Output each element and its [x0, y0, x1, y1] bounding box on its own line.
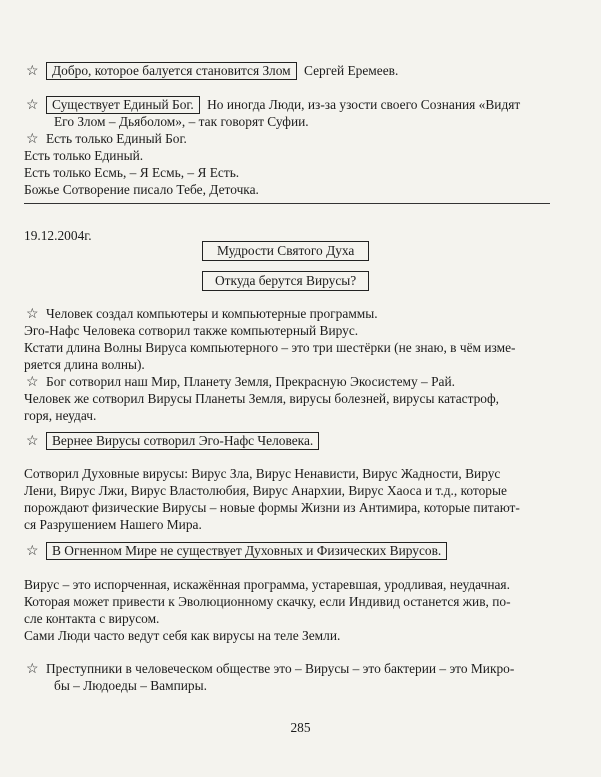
only-being-line: Есть только Есмь, – Я Есмь, – Я Есть. — [24, 165, 240, 180]
quote2-line — [26, 96, 520, 114]
quote1-author: Сергей Еремеев. — [303, 63, 399, 78]
boxed-line-4 — [26, 542, 447, 560]
p2-line-1 — [26, 373, 455, 391]
p1-line-3: Кстати длина Волны Вируса компьютерного – это три шестёрки (не знаю, в чём изме- — [24, 340, 516, 355]
entry-title-2 — [202, 271, 369, 291]
boxed-title-1: Мудрости Святого Духа — [202, 241, 369, 261]
section-divider — [24, 203, 550, 204]
p3-line-3: порождают физические Вирусы – новые формы Жизни из Антимира, которые питают- — [24, 500, 520, 515]
only-one-line: Есть только Единый. — [24, 148, 144, 163]
boxed-quote-1: Добро, которое балуется становится Злом — [46, 62, 297, 80]
star-icon: ☆ — [26, 307, 39, 322]
quote2-rest: Но иногда Люди, из-за узости своего Сознания «Видят — [207, 97, 521, 112]
only-one-god-text: Есть только Единый Бог. — [46, 131, 187, 146]
p2-line-2: Человек же сотворил Вирусы Планеты Земля, вирусы болезней, вирусы катастроф, — [24, 391, 500, 406]
star-icon: ☆ — [26, 132, 39, 147]
only-one-god-line — [26, 130, 187, 148]
p1-line-2: Эго-Нафс Человека сотворил также компьютерный Вирус. — [24, 323, 359, 338]
star-icon: ☆ — [26, 375, 39, 390]
p1-line-4: ряется длина волны). — [24, 357, 145, 372]
page-number: 285 — [290, 720, 311, 735]
p3-line-1: Сотворил Духовные вирусы: Вирус Зла, Вирус Ненависти, Вирус Жадности, Вирус — [24, 466, 501, 481]
p4-line-4: Сами Люди часто ведут себя как вирусы на теле Земли. — [24, 628, 341, 643]
star-icon: ☆ — [26, 434, 39, 449]
p4-line-2: Которая может привести к Эволюционному скачку, если Индивид останется жив, по- — [24, 594, 511, 609]
p5-line-1 — [26, 660, 514, 678]
boxed-text-4: В Огненном Мире не существует Духовных и Физических Вирусов. — [46, 542, 447, 560]
boxed-title-2: Откуда берутся Вирусы? — [202, 271, 369, 291]
star-icon: ☆ — [26, 662, 39, 677]
star-icon: ☆ — [26, 64, 39, 79]
p5-line-2: бы – Людоеды – Вампиры. — [54, 678, 207, 693]
quote2-line2: Его Злом – Дьяболом», – так говорят Суфии. — [54, 114, 309, 129]
p5-line-1-text: Преступники в человеческом обществе это – Вирусы – это бактерии – это Микро- — [46, 661, 515, 676]
divine-creation-line: Божье Сотворение писало Тебе, Деточка. — [24, 182, 259, 197]
entry-date: 19.12.2004г. — [24, 228, 92, 243]
p2-line-3: горя, неудач. — [24, 408, 97, 423]
p1-line-1-text: Человек создал компьютеры и компьютерные программы. — [46, 306, 378, 321]
p1-line-1 — [26, 305, 378, 323]
p3-line-4: ся Разрушением Нашего Мира. — [24, 517, 202, 532]
star-icon: ☆ — [26, 544, 39, 559]
p3-line-2: Лени, Вирус Лжи, Вирус Властолюбия, Вирус Анархии, Вирус Хаоса и т.д., которые — [24, 483, 507, 498]
star-icon: ☆ — [26, 98, 39, 113]
quote1-line — [26, 62, 398, 80]
p2-line-1-text: Бог сотворил наш Мир, Планету Земля, Прекрасную Экосистему – Рай. — [46, 374, 455, 389]
entry-title-1 — [202, 241, 369, 261]
boxed-quote-2: Существует Единый Бог. — [46, 96, 200, 114]
p4-line-3: сле контакта с вирусом. — [24, 611, 160, 626]
boxed-text-3: Вернее Вирусы сотворил Эго-Нафс Человека. — [46, 432, 319, 450]
p4-line-1: Вирус – это испорченная, искажённая программа, устаревшая, уродливая, неудачная. — [24, 577, 510, 592]
boxed-line-3 — [26, 432, 319, 450]
